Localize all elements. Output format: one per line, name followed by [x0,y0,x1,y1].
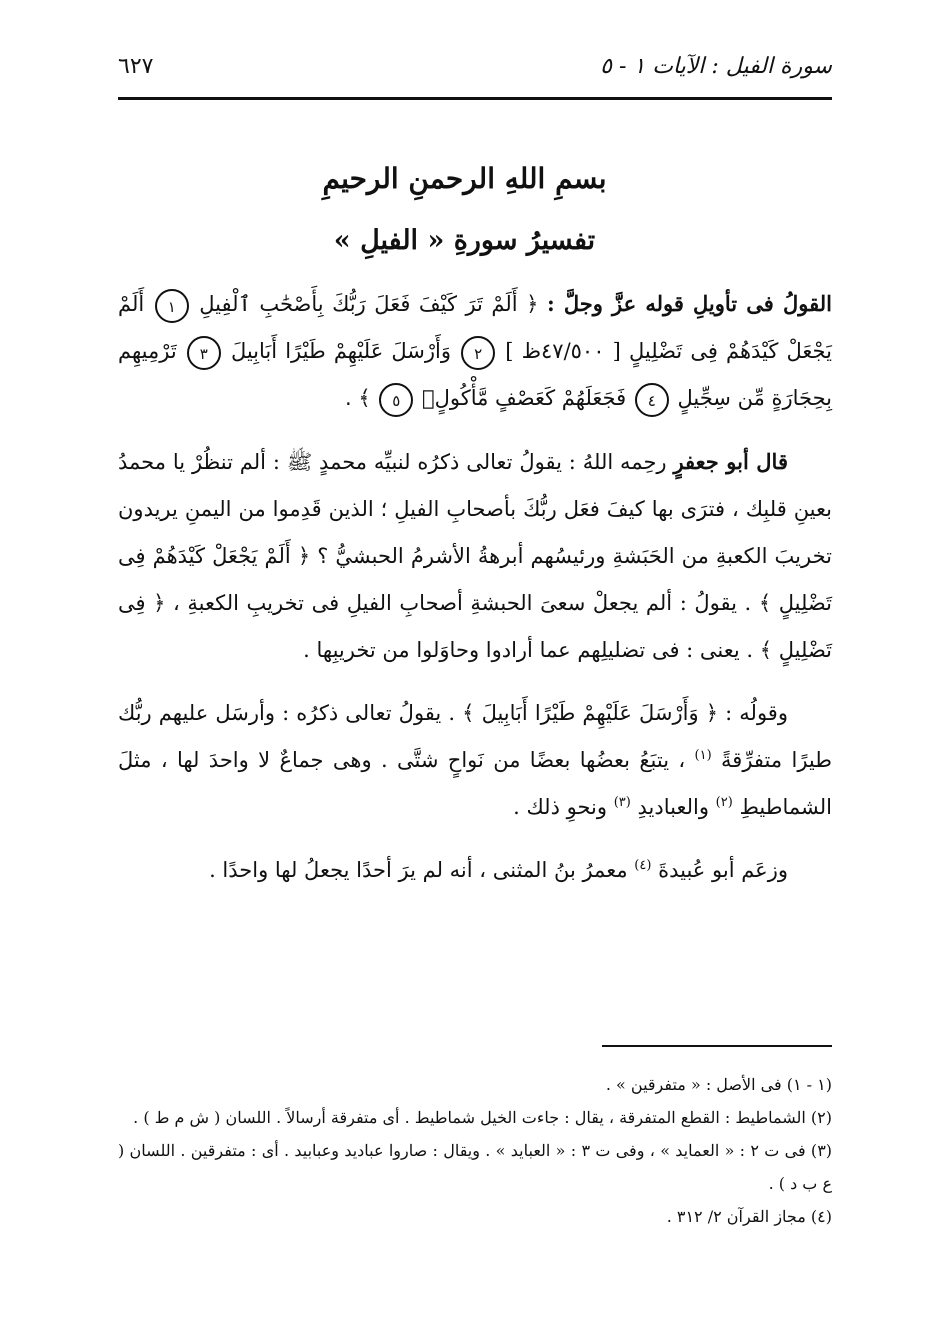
verse-number-1: ١ [155,289,189,323]
sura-heading: تفسيرُ سورةِ « الفيلِ » [333,225,596,256]
verse-5: فَجَعَلَهُمْ كَعَصْفٍ مَّأْكُولٍۭ [422,386,627,410]
commentary-text: معمرُ بنُ المثنى ، أنه لم يرَ أحدًا يجعلُ لها واحدًا . [209,858,628,882]
verse-number-5: ٥ [379,383,413,417]
quoted-verse: ﴿ أَلَمْ يَجْعَلْ كَيْدَهُمْ فِى تَضْلِيلٍ ﴾ [118,544,832,615]
commentary-text: . يعنى : فى تضليلِهم عما أرادوا وحاوَلوا من تخريبِها . [303,638,754,662]
footnote-rule [602,1045,832,1047]
commentary-text: ، يتبَعُ بعضُها بعضًا من نَواحٍ شتَّى . وهى جماعٌ لا واحدَ لها ، مثلَ الشماطيطِ [118,748,832,819]
commentary-text: ونحوِ ذلك . [513,795,607,819]
commentary-text: . يقولُ : ألم يجعلْ سعىَ الحبشةِ أصحابِ الفيلِ فى تخريبِ الكعبةِ ، [173,591,752,615]
body-text [118,280,832,910]
verse-4: تَرْمِيهِم بِحِجَارَةٍ مِّن سِجِّيلٍ [118,339,832,410]
verse-close: ﴾ . [344,386,371,410]
verse-number-3: ٣ [187,336,221,370]
commentary-text: . يقولُ تعالى ذكرُه : وأرسَل عليهم ربُّك طيرًا متفرِّقةً [118,701,832,772]
footnote-ref-3: (٣) [613,795,631,810]
manuscript-page-ref: [ ٤٧/٥٠٠ظ ] [505,339,621,363]
narrator-lead: قال أبو جعفرٍ [673,449,788,474]
commentary-text: وقولُه : [725,701,788,725]
quoted-verse: ﴿ فِى تَضْلِيلٍ ﴾ [118,591,832,662]
commentary-text: والعباديدِ [637,795,709,819]
verse-2: أَلَمْ يَجْعَلْ كَيْدَهُمْ فِى تَضْلِيلٍ [118,292,832,363]
footnote-1: (١ - ١) فى الأصل : « متفرقين » . [605,1075,832,1094]
footnote-ref-1: (١) [694,748,712,763]
commentary-paragraph-1 [118,438,832,674]
verse-number-2: ٢ [461,336,495,370]
page-number: ٦٢٧ [118,54,154,79]
intro-lead: القولُ فى تأويلِ قوله عزَّ وجلَّ : [546,291,832,316]
commentary-text: رحِمه اللهُ : يقولُ تعالى ذكرُه لنبيِّه محمدٍ ﷺ : ألم تنظُرْ يا محمدُ بعينِ قلبِك ، فترَى بها كيفَ فعَل ربُّكَ بأصحابِ الفيلِ ؛ الذين قَدِموا من اليمنِ يريدون تخريبَ الكعبةِ من الحَبَشةِ ورئيسُهم أبرهةُ الأشرمُ الحبشيُّ ؟ [118,450,832,568]
intro-paragraph [118,280,832,422]
footnote-2: (٢) الشماطيط : القطع المتفرقة ، يقال : جاءت الخيل شماطيط . أى متفرقة أرسالاً . اللسان ( ش م ط ) . [133,1108,832,1127]
commentary-paragraph-2 [118,690,832,831]
footnote-ref-2: (٢) [715,795,733,810]
header-rule [118,97,832,100]
verse-number-4: ٤ [635,383,669,417]
footnote-ref-4: (٤) [634,858,652,873]
verse-3: وَأَرْسَلَ عَلَيْهِمْ طَيْرًا أَبَابِيلَ [230,339,452,363]
running-header [118,48,832,88]
basmala: بسمِ اللهِ الرحمنِ الرحيمِ [322,162,607,195]
footnote-4: (٤) مجاز القرآن ٢/ ٣١٢ . [666,1207,832,1226]
verse-1: ﴿ أَلَمْ تَرَ كَيْفَ فَعَلَ رَبُّكَ بِأَصْحَٰبِ ٱلْفِيلِ [199,292,539,316]
footnote-3: (٣) فى ت ٢ : « العمايد » ، وفى ت ٣ : « العبايد » . ويقال : صاروا عباديد وعبابيد . أى : متفرقين . اللسان ( ع ب د ) . [118,1141,833,1193]
commentary-paragraph-3 [118,847,832,894]
footnotes [118,1068,832,1233]
running-title: سورة الفيل : الآيات ١ - ٥ [600,54,832,79]
quoted-verse: ﴿ وَأَرْسَلَ عَلَيْهِمْ طَيْرًا أَبَابِيلَ ﴾ [462,701,719,725]
commentary-text: وزعَم أبو عُبيدةَ [658,858,788,882]
